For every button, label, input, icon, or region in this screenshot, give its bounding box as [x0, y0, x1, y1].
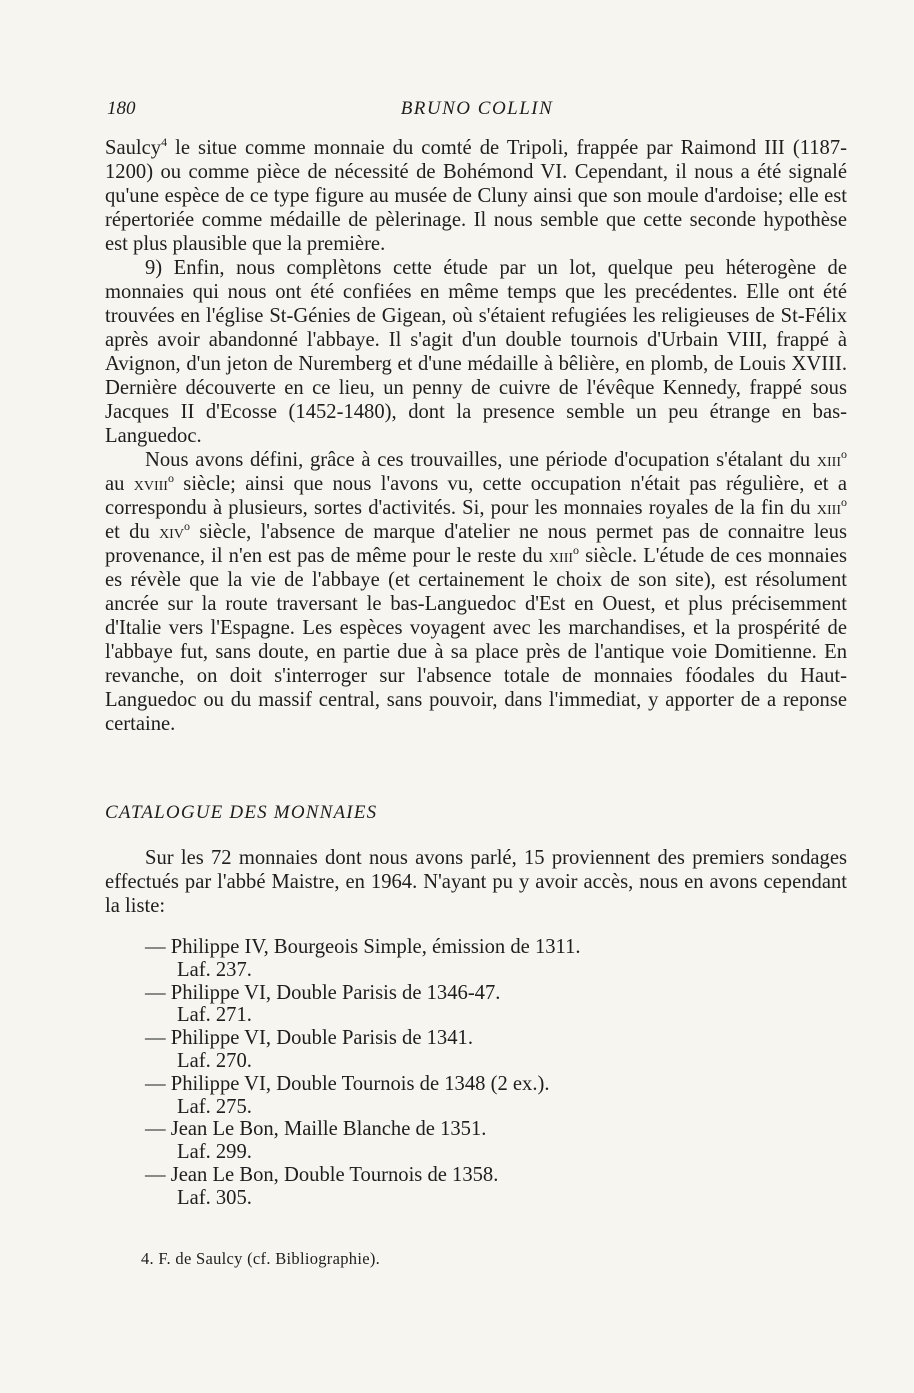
century-numeral: xviii [133, 473, 168, 495]
paragraph-3 [105, 448, 847, 736]
ordinal-mark: o [841, 495, 847, 510]
list-item [145, 936, 847, 982]
coin-entry: — Philippe VI, Double Tournois de 1348 (2 ex.). [145, 1072, 550, 1095]
list-item [145, 982, 847, 1028]
paragraph-3-part-c: siècle; ainsi que nous l'avons vu, cette occupation n'était pas régulière, et a correspondu à plusieurs, sortes d'activités. Si, pour les monnaies royales de la fin du [105, 473, 847, 519]
coin-entry: — Philippe IV, Bourgeois Simple, émission de 1311. [145, 936, 581, 958]
list-item [145, 1118, 847, 1164]
footnote-marker-4[interactable]: 4 [161, 135, 168, 150]
paragraph-1 [105, 136, 847, 256]
coin-reference: Laf. 299. [177, 1141, 252, 1164]
body-text [105, 136, 847, 736]
ordinal-mark: o [573, 543, 580, 558]
paragraph-3-part-a: Nous avons défini, grâce à ces trouvailles, une période d'ocupation s'étalant du [145, 449, 817, 471]
ordinal-mark: o [183, 519, 190, 534]
page-number: 180 [107, 98, 136, 119]
paragraph-3-part-b: au [105, 473, 134, 495]
catalogue-intro-text: Sur les 72 monnaies dont nous avons parlé, 15 proviennent des premiers sondages effectués par l'abbé Maistre, en 1964. N'ayant pu y avoir accès, nous en avons cependant la liste: [105, 847, 847, 917]
century-numeral: xiii [816, 497, 841, 519]
paragraph-2: 9) Enfin, nous complètons cette étude par un lot, quelque peu héterogène de monnaies qui nous ont été confiées en même temps que les precédentes. Elle ont été trouvées en l'église St-Génies de Gigean, où s'étaient refugiées les religieuses de St-Félix après avoir abandonné l'abbaye. Il s'agit d'un double tournois d'Urbain VIII, frappé à Avignon, d'un jeton de Nuremberg et d'une médaille à bêlière, en plomb, de Louis XVIII. Dernière découverte en ce lieu, un penny de cuivre de l'évêque Kennedy, frappé sous Jacques II d'Ecosse (1452-1480), dont la presence semble un peu étrange en bas-Languedoc. [105, 257, 847, 447]
coin-entry: — Jean Le Bon, Double Tournois de 1358. [145, 1163, 499, 1186]
coin-entry: — Philippe VI, Double Parisis de 1346-47. [145, 981, 501, 1004]
running-head [107, 98, 847, 124]
century-numeral: xiii [816, 449, 841, 471]
ordinal-mark: o [167, 471, 174, 486]
coin-reference: Laf. 275. [177, 1095, 252, 1118]
century-numeral: xiii [548, 545, 574, 567]
footnote: 4. F. de Saulcy (cf. Bibliographie). [141, 1249, 381, 1268]
paragraph-3-part-d: et du [105, 521, 160, 543]
coin-reference: Laf. 237. [177, 958, 252, 981]
coin-list [145, 936, 847, 1210]
catalogue-intro [105, 846, 847, 918]
coin-entry: — Jean Le Bon, Maille Blanche de 1351. [145, 1118, 487, 1141]
list-item [145, 1027, 847, 1073]
running-head-author: BRUNO COLLIN [400, 98, 554, 119]
century-numeral: xiv [159, 521, 184, 543]
list-item [145, 1164, 847, 1210]
coin-reference: Laf. 270. [177, 1049, 252, 1072]
paragraph-1-start: Saulcy [105, 137, 162, 159]
section-title: CATALOGUE DES MONNAIES [105, 802, 378, 823]
list-item [145, 1073, 847, 1119]
ordinal-mark: o [841, 447, 847, 462]
coin-reference: Laf. 271. [177, 1004, 252, 1027]
paragraph-3-part-f: siècle. L'étude de ces monnaies es révèle que la vie de l'abbaye (et certainement le choix de son site), est résolument ancrée sur la route traversant le bas-Languedoc d'Est en Ouest, et plus précisemment d'Italie vers l'Espagne. Les espèces voyagent avec les marchandises, et la prospérité de l'abbaye fut, sans doute, en partie due à sa place près de l'antique voie Domitienne. En revanche, on doit s'interroger sur l'absence totale de monnaies fóodales du Haut-Languedoc ou du massif central, sans pouvoir, dans l'immediat, y apporter de a reponse certaine. [105, 545, 847, 735]
paragraph-3-part-e: siècle, l'absence de marque d'atelier ne nous permet pas de connaitre leus provenance, il n'en est pas de même pour le reste du [105, 521, 847, 567]
coin-entry: — Philippe VI, Double Parisis de 1341. [145, 1027, 473, 1050]
coin-reference: Laf. 305. [177, 1186, 252, 1209]
paragraph-1-rest: le situe comme monnaie du comté de Tripoli, frappée par Raimond III (1187-1200) ou comme pièce de nécessité de Bohémond VI. Cependant, il nous a été signalé qu'une espèce de ce type figure au musée de Cluny ainsi que son moule d'ardoise; elle est répertoriée comme médaille de pèlerinage. Il nous semble que cette seconde hypothèse est plus plausible que la première. [105, 137, 847, 255]
